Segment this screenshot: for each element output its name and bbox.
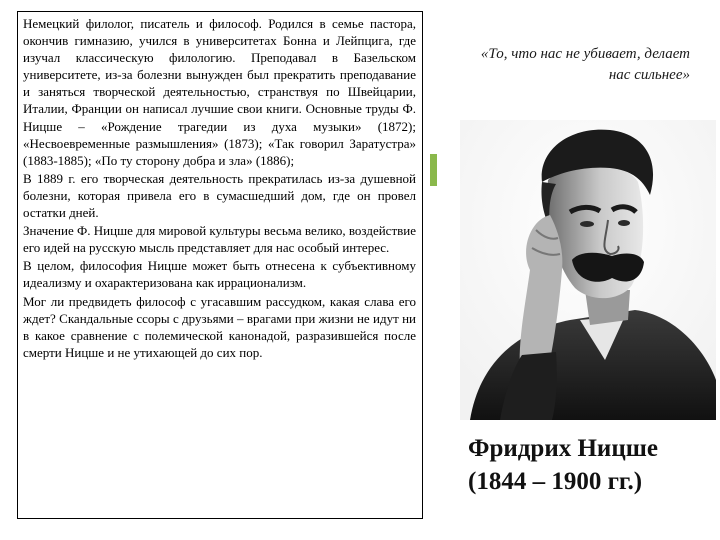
bio-paragraph-2: В 1889 г. его творческая деятельность прекратилась из-за душевной болезни, которая привела его в сумасшедший дом, где он провел остатки дней.	[23, 170, 416, 221]
bio-paragraph-4: В целом, философия Ницше может быть отнесена к субъективному идеализму и охарактеризована как иррационализм.	[23, 258, 416, 291]
person-name: Фридрих Ницше	[468, 435, 658, 462]
bio-paragraph-5: Мог ли предвидеть философ с угасавшим рассудком, какая слава его ждет? Скандальные ссоры с друзьями – врагами при жизни не идут ни в какое сравнение с полемической канонадой, разразившейся после смерти Ницше и не утихающей до сих пор.	[23, 293, 416, 360]
bio-paragraph-1: Немецкий филолог, писатель и философ. Родился в семье пастора, окончив гимназию, учился в университетах Бонна и Лейпцига, где изучал классическую филологию. Преподавал в Базельском университете, из-за болезни вынужден был прекратить преподавание и заняться творческой деятельностью, странствуя по Швейцарии, Италии, Франции он написал лучшие свои книги. Основные труды Ф. Ницше – «Рождение трагедии из духа музыки» (1872); «Несвоевременные размышления» (1873); «Так говорил Заратустра» (1883-1885); «По ту сторону добра и зла» (1886);	[23, 16, 416, 168]
portrait-photo-icon	[460, 120, 716, 420]
person-name-caption	[468, 432, 718, 498]
quote-text: «То, что нас не убивает, делает нас сильнее»	[480, 46, 690, 83]
biography-text-box	[17, 11, 423, 519]
bio-paragraph-3: Значение Ф. Ницше для мировой культуры весьма велико, воздействие его идей на русскую мысль представляет для нас особый интерес.	[23, 223, 416, 256]
green-accent-bar	[430, 154, 437, 186]
life-years: (1844 – 1900 гг.)	[468, 468, 643, 495]
